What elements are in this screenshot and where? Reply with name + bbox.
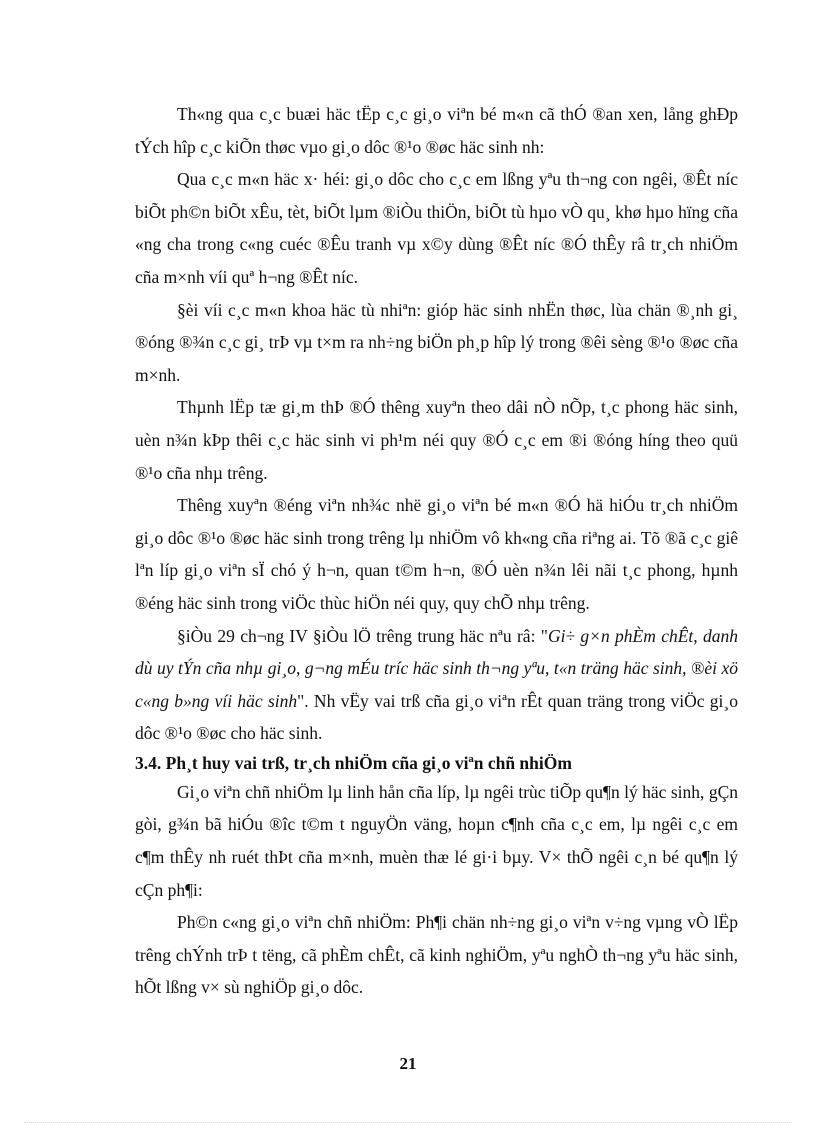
paragraph-assignment: Ph©n c«ng gi¸o viªn chñ nhiÖm: Ph¶i chän nh÷ng gi¸o viªn v÷ng vµng vÒ lËp trêng chÝnh trÞ t tëng, cã phÈm chÊt, cã kinh nghiÖm, yªu nghÒ th¬ng yªu häc sinh, hÕt lßng v× sù nghiÖp gi¸o dôc. <box>135 912 738 998</box>
paragraph-article-29 <box>135 620 738 750</box>
paragraph-encouragement: Thêng xuyªn ®éng viªn nh¾c nhë gi¸o viªn bé m«n ®Ó hä hiÓu tr¸ch nhiÖm gi¸o dôc ®¹o ®øc häc sinh trong trêng lµ nhiÖm vô kh«ng cña riªng ai. Tõ ®ã c¸c giê lªn líp gi¸o viªn sÏ chó ý h¬n, quan t©m h¬n, ®Ó uèn n¾n lêi nãi t¸c phong, hµnh ®éng häc sinh trong viÖc thùc hiÖn néi quy, quy chÕ nhµ trêng. <box>135 495 738 613</box>
page-number: 21 <box>399 1054 417 1073</box>
paragraph-intro: Th«ng qua c¸c buæi häc tËp c¸c gi¸o viªn bé m«n cã thÓ ®an xen, lång ghÐp tÝch hîp c¸c kiÕn thøc vµo gi¸o dôc ®¹o ®øc häc sinh nh: <box>135 104 738 157</box>
paragraph-social-subjects: Qua c¸c m«n häc x· héi: gi¸o dôc cho c¸c em lßng yªu th¬ng con ngêi, ®Êt níc biÕt ph©n biÕt xÊu, tèt, biÕt lµm ®iÒu thiÖn, biÕt tù hµo vÒ qu¸ khø hµo hïng cña «ng cha trong c«ng cuéc ®Êu tranh vµ x©y dùng ®Êt níc ®Ó thÊy râ tr¸ch nhiÖm cña m×nh víi quª h¬ng ®Êt níc. <box>135 169 738 287</box>
document-body <box>135 98 738 1004</box>
article-prefix: §iÒu 29 ch¬ng IV §iÒu lÖ trêng trung häc nªu râ: " <box>177 625 548 646</box>
section-heading: 3.4. Ph¸t huy vai trß, tr¸ch nhiÖm cña gi¸o viªn chñ nhiÖm <box>135 752 572 773</box>
paragraph-homeroom-teacher: Gi¸o viªn chñ nhiÖm lµ linh hån cña líp, lµ ngêi trùc tiÕp qu¶n lý häc sinh, gÇn gòi, g¾n bã hiÓu ®îc t©m t nguyÖn väng, hoµn c¶nh cña c¸c em, lµ ngêi c¸c em c¶m thÊy nh ruét thÞt cña m×nh, muèn thæ lé gi·i bµy. V× thÕ ngêi c¸n bé qu¶n lý cÇn ph¶i: <box>135 781 738 900</box>
article-quote: Gi÷ g×n phÈm chÊt, danh dù uy tÝn cña nhµ gi¸o, g¬ng mÉu tríc häc sinh th¬ng yªu, t«n träng häc sinh, ®èi xö c«ng b»ng víi häc sinh <box>135 625 738 711</box>
paragraph-supervisors: Thµnh lËp tæ gi¸m thÞ ®Ó thêng xuyªn theo dâi nÒ nÕp, t¸c phong häc sinh, uèn n¾n kÞp thêi c¸c häc sinh vi ph¹m néi quy ®Ó c¸c em ®i ®óng híng theo quü ®¹o cña nhµ trêng. <box>135 397 738 483</box>
paragraph-natural-sciences: §èi víi c¸c m«n khoa häc tù nhiªn: gióp häc sinh nhËn thøc, lùa chän ®¸nh gi¸ ®óng ®¾n c¸c gi¸ trÞ vµ t×m ra nh÷ng biÖn ph¸p hîp lý trong ®êi sèng ®¹o ®øc cña m×nh. <box>135 299 738 385</box>
article-suffix: ". Nh vËy vai trß cña gi¸o viªn rÊt quan träng trong viÖc gi¸o dôc ®¹o ®øc cho häc sinh. <box>135 690 738 744</box>
